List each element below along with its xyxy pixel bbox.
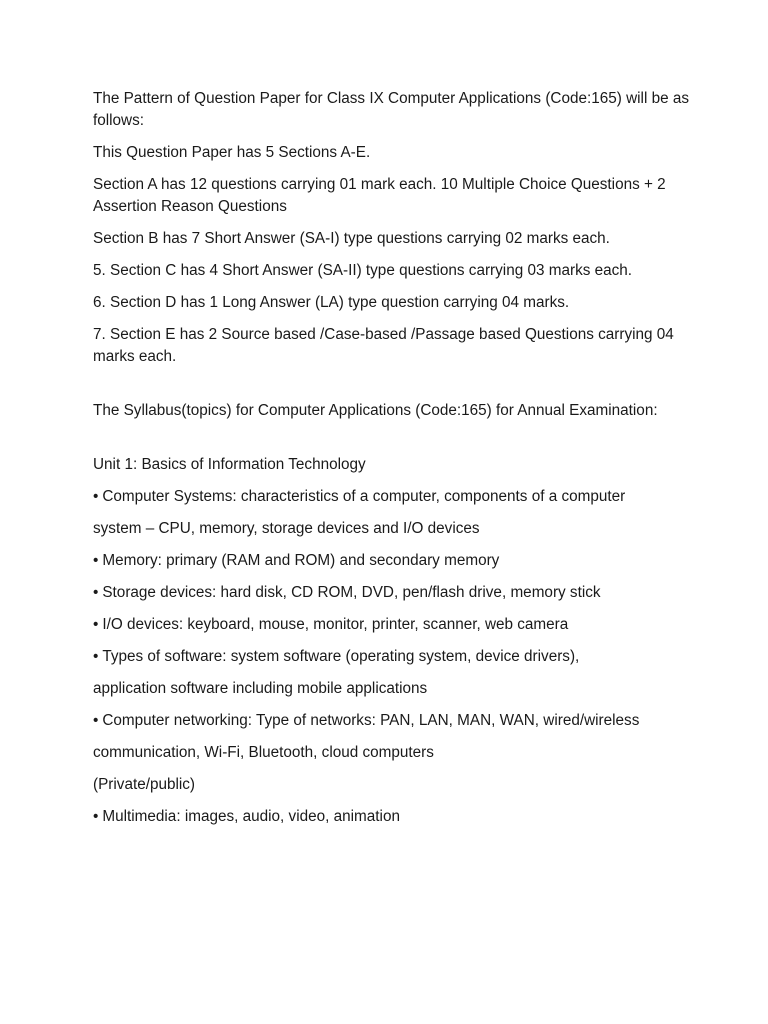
bullet-icon: • (93, 552, 99, 569)
syllabus-topic-list (93, 486, 693, 828)
syllabus-line-text: application software including mobile applications (93, 680, 428, 697)
bullet-icon: • (93, 616, 99, 633)
syllabus-line (93, 486, 693, 508)
syllabus-line (93, 582, 693, 604)
syllabus-line (93, 806, 693, 828)
pattern-item: Section B has 7 Short Answer (SA-I) type questions carrying 02 marks each. (93, 230, 610, 247)
bullet-icon: • (93, 584, 99, 601)
pattern-item: This Question Paper has 5 Sections A-E. (93, 144, 371, 161)
bullet-icon: • (93, 712, 99, 729)
syllabus-heading: The Syllabus(topics) for Computer Applications (Code:165) for Annual Examination: (93, 402, 658, 419)
bullet-icon: • (93, 648, 99, 665)
spacer (93, 432, 693, 454)
syllabus-line-text: Storage devices: hard disk, CD ROM, DVD, pen/flash drive, memory stick (102, 584, 601, 601)
syllabus-line (93, 518, 693, 540)
syllabus-line (93, 646, 693, 668)
syllabus-line-text: I/O devices: keyboard, mouse, monitor, printer, scanner, web camera (102, 616, 569, 633)
document-body (93, 88, 693, 838)
syllabus-line-text: (Private/public) (93, 776, 196, 793)
pattern-intro: The Pattern of Question Paper for Class IX Computer Applications (Code:165) will be as follows: (93, 90, 690, 129)
syllabus-line-text: system – CPU, memory, storage devices and I/O devices (93, 520, 480, 537)
syllabus-line-text: Multimedia: images, audio, video, animation (102, 808, 400, 825)
unit-title: Unit 1: Basics of Information Technology (93, 456, 366, 473)
syllabus-line-text: Types of software: system software (operating system, device drivers), (102, 648, 580, 665)
syllabus-line-text: Computer Systems: characteristics of a computer, components of a computer (102, 488, 626, 505)
pattern-item: 5. Section C has 4 Short Answer (SA-II) type questions carrying 03 marks each. (93, 262, 633, 279)
syllabus-line (93, 710, 693, 732)
syllabus-line-text: Computer networking: Type of networks: PAN, LAN, MAN, WAN, wired/wireless (102, 712, 640, 729)
syllabus-line (93, 774, 693, 796)
pattern-item: 7. Section E has 2 Source based /Case-based /Passage based Questions carrying 04 marks each. (93, 326, 674, 365)
syllabus-line (93, 550, 693, 572)
bullet-icon: • (93, 808, 99, 825)
bullet-icon: • (93, 488, 99, 505)
pattern-item: 6. Section D has 1 Long Answer (LA) type question carrying 04 marks. (93, 294, 570, 311)
syllabus-line-text: Memory: primary (RAM and ROM) and secondary memory (102, 552, 500, 569)
syllabus-line (93, 614, 693, 636)
pattern-item: Section A has 12 questions carrying 01 mark each. 10 Multiple Choice Questions + 2 Assertion Reason Questions (93, 176, 666, 215)
spacer (93, 378, 693, 400)
syllabus-line-text: communication, Wi-Fi, Bluetooth, cloud computers (93, 744, 434, 761)
syllabus-line (93, 742, 693, 764)
syllabus-line (93, 678, 693, 700)
